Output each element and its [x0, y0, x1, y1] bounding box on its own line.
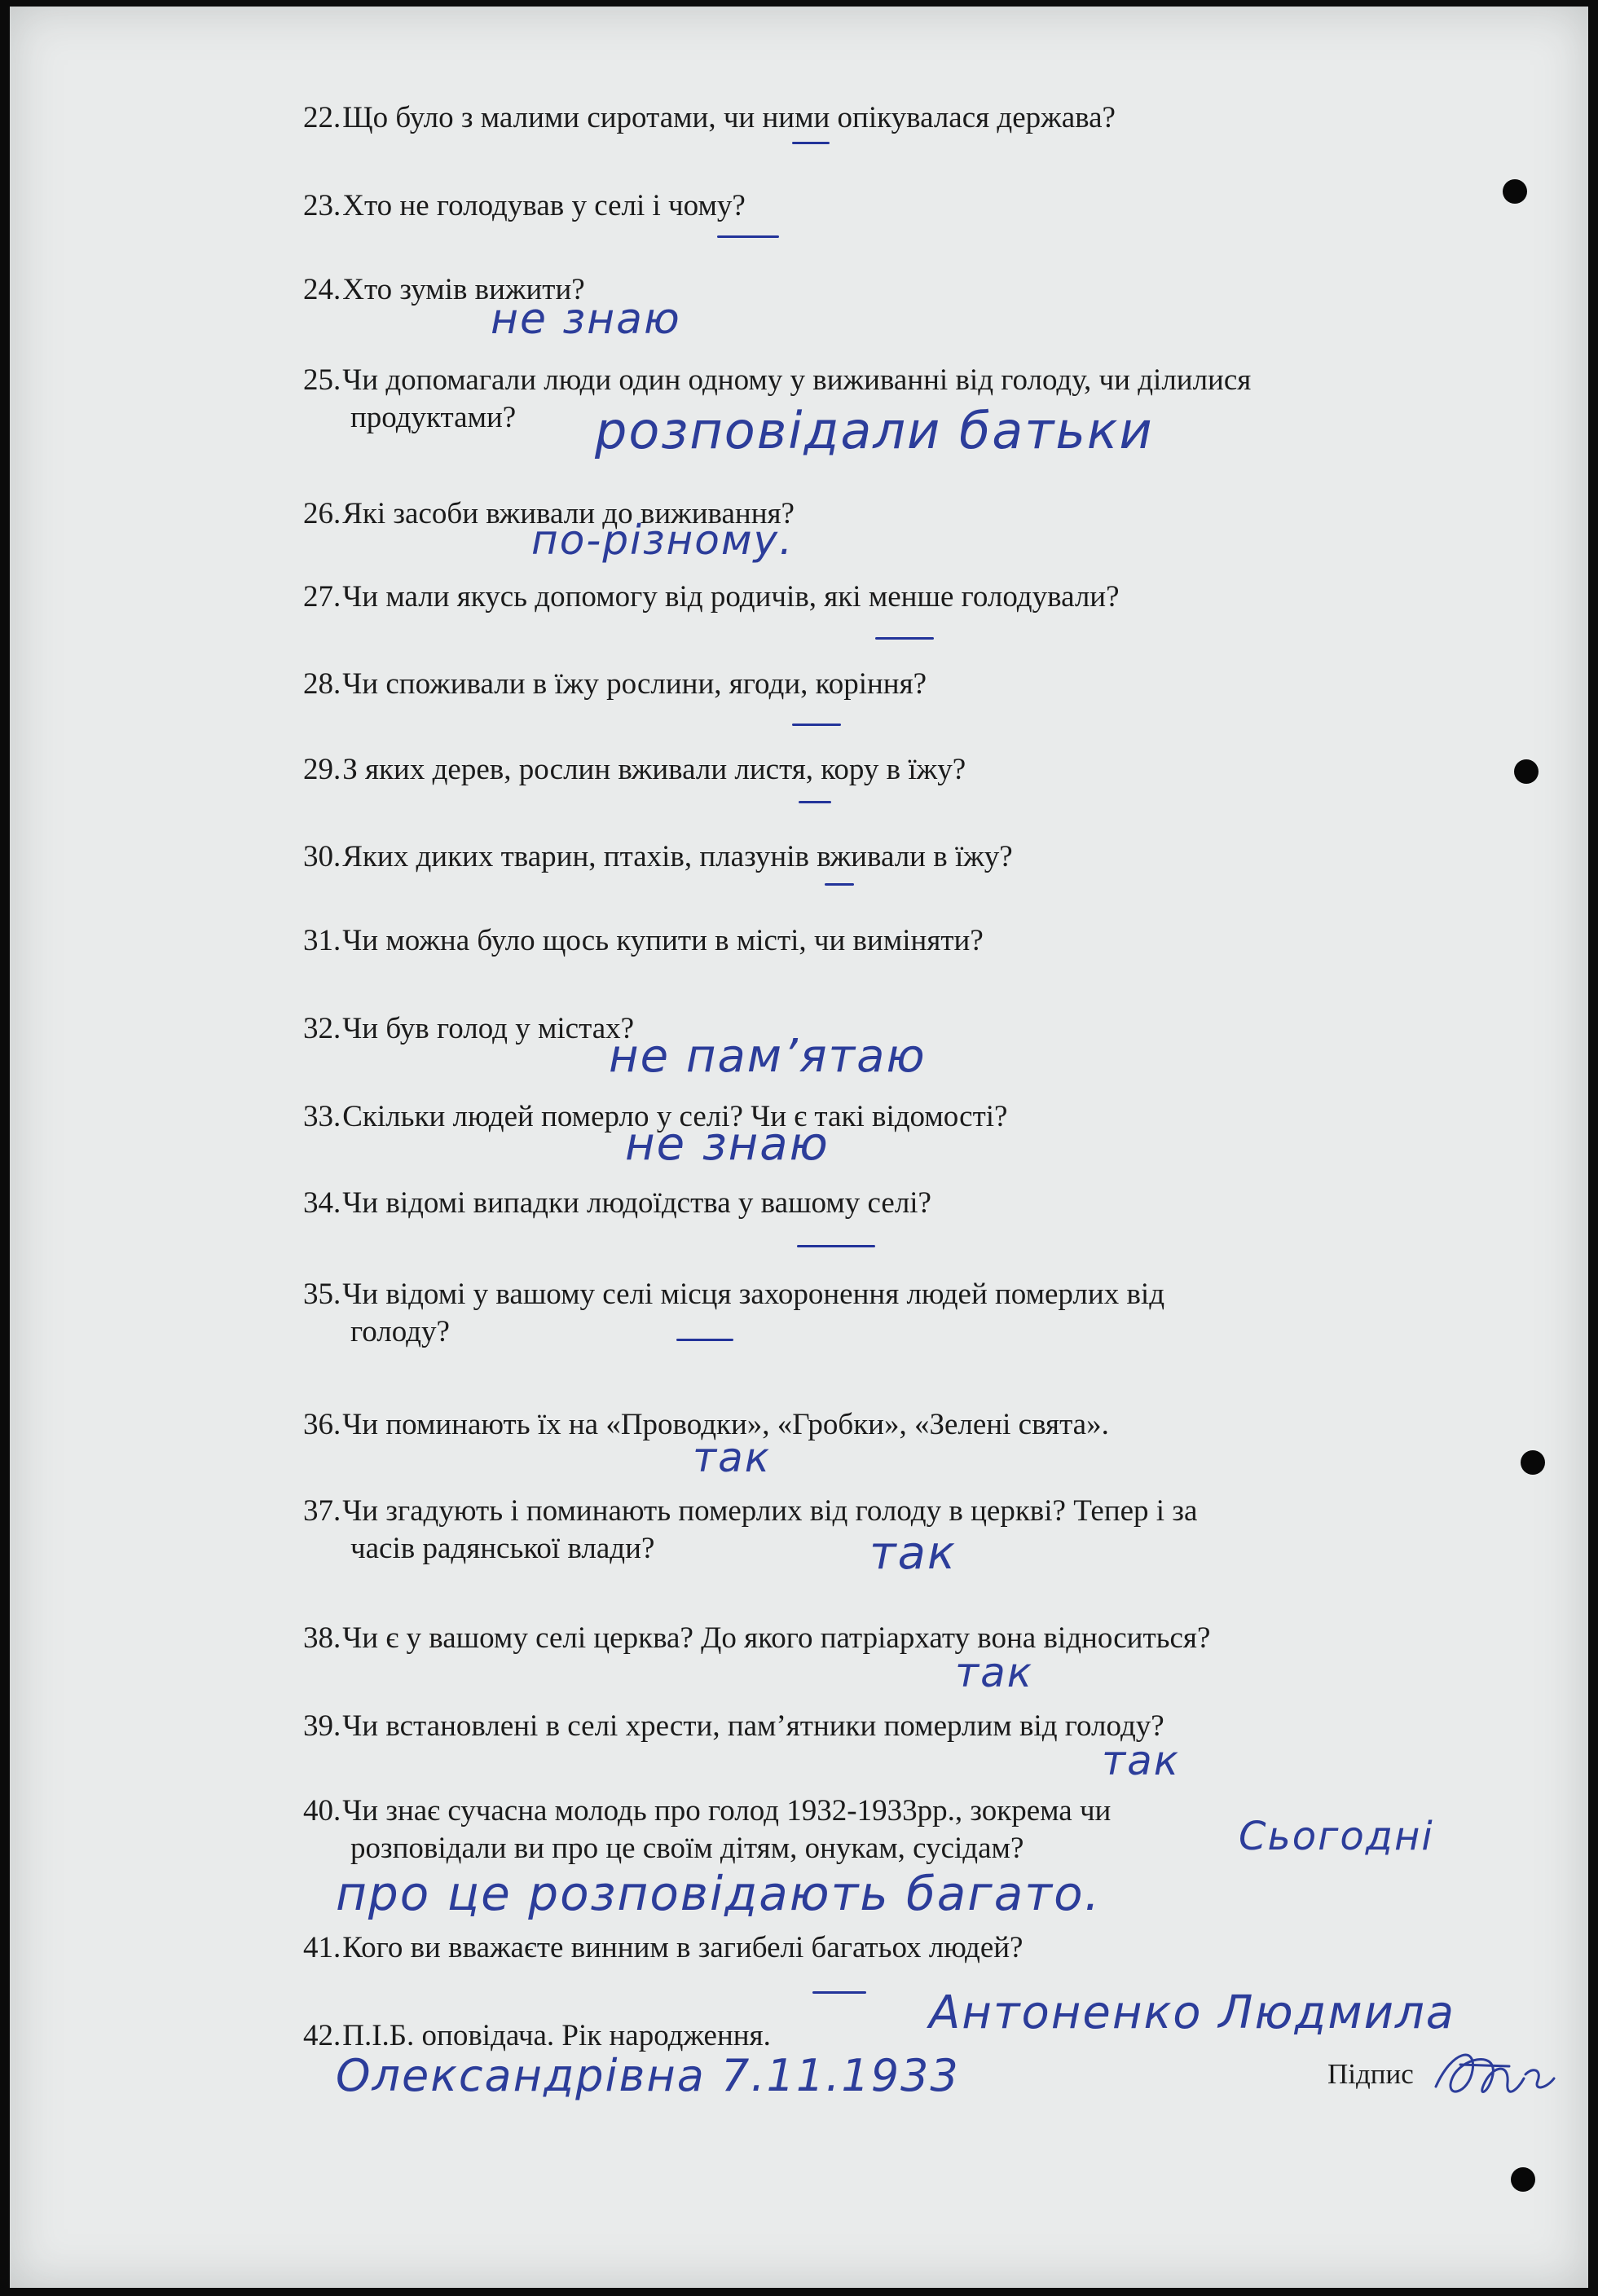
answer-29-dash [799, 801, 831, 803]
question-27: 27.Чи мали якусь допомогу від родичів, які менше голодували? [303, 580, 1120, 614]
question-40: 40.Чи знає сучасна молодь про голод 1932-1933рр., зокрема чи розповідали ви про це своїм дітям, онукам, сусідам? [303, 1794, 1112, 1865]
question-38: 38.Чи є у вашому селі церква? До якого патріархату вона відноситься? [303, 1621, 1211, 1655]
question-39: 39.Чи встановлені в селі хрести, пам’ятники померлим від голоду? [303, 1709, 1164, 1743]
punch-hole [1514, 759, 1539, 784]
answer-34-dash [797, 1245, 875, 1247]
signature-mark [1428, 2042, 1566, 2107]
answer-38: так [955, 1649, 1033, 1696]
answer-24: не знаю [491, 295, 681, 344]
question-23: 23.Хто не голодував у селі і чому? [303, 189, 746, 222]
punch-hole [1503, 179, 1527, 204]
answer-41-dash [812, 1991, 866, 1994]
question-28: 28.Чи споживали в їжу рослини, ягоди, коріння? [303, 667, 927, 701]
answer-25: розповідали батьки [595, 401, 1154, 460]
answer-26: по-різному. [531, 517, 795, 564]
answer-37: так [869, 1527, 957, 1580]
question-35: 35.Чи відомі у вашому селі місця захоронення людей померлих від голоду? [303, 1278, 1165, 1348]
signature-label: Підпис [1327, 2058, 1414, 2090]
answer-40-part2: про це розповідають багато. [336, 1866, 1102, 1921]
answer-42-patronymic-birthdate: Олександрівна 7.11.1933 [336, 2050, 960, 2101]
answer-40-part1: Сьогодні [1239, 1814, 1434, 1859]
answer-30-dash [825, 883, 854, 886]
answer-33: не знаю [625, 1118, 830, 1171]
answer-36: так [693, 1434, 771, 1481]
question-37: 37.Чи згадують і поминають померлих від голоду в церкві? Тепер і за часів радянської влади? [303, 1494, 1198, 1565]
question-24: 24.Хто зумів вижити? [303, 273, 585, 306]
question-29: 29.З яких дерев, рослин вживали листя, кору в їжу? [303, 753, 966, 786]
questionnaire-sheet [10, 7, 1588, 2288]
answer-23-dash [717, 235, 779, 238]
question-42: 42.П.І.Б. оповідача. Рік народження. [303, 2019, 771, 2052]
question-22: 22.Що було з малими сиротами, чи ними опікувалася держава? [303, 101, 1116, 134]
question-30: 30.Яких диких тварин, птахів, плазунів вживали в їжу? [303, 840, 1013, 873]
answer-35-dash [676, 1339, 733, 1341]
question-31: 31.Чи можна було щось купити в місті, чи виміняти? [303, 924, 984, 957]
question-25: 25.Чи допомагали люди один одному у виживанні від голоду, чи ділилися продуктами? [303, 363, 1252, 434]
answer-32: не пам’ятаю [609, 1030, 927, 1083]
answer-22-dash [792, 142, 830, 144]
punch-hole [1521, 1450, 1545, 1475]
question-26: 26.Які засоби вживали до виживання? [303, 497, 795, 530]
question-34: 34.Чи відомі випадки людоїдства у вашому селі? [303, 1186, 931, 1220]
question-36: 36.Чи поминають їх на «Проводки», «Гробки», «Зелені свята». [303, 1408, 1109, 1441]
answer-27-dash [875, 637, 934, 640]
question-33: 33.Скільки людей померло у селі? Чи є такі відомості? [303, 1100, 1008, 1133]
answer-39: так [1102, 1737, 1180, 1784]
question-32: 32.Чи був голод у містах? [303, 1012, 635, 1045]
answer-28-dash [792, 724, 841, 726]
answer-42-name: Антоненко Людмила [929, 1986, 1456, 2039]
question-41: 41.Кого ви вважаєте винним в загибелі багатьох людей? [303, 1931, 1024, 1964]
punch-hole [1511, 2167, 1535, 2192]
